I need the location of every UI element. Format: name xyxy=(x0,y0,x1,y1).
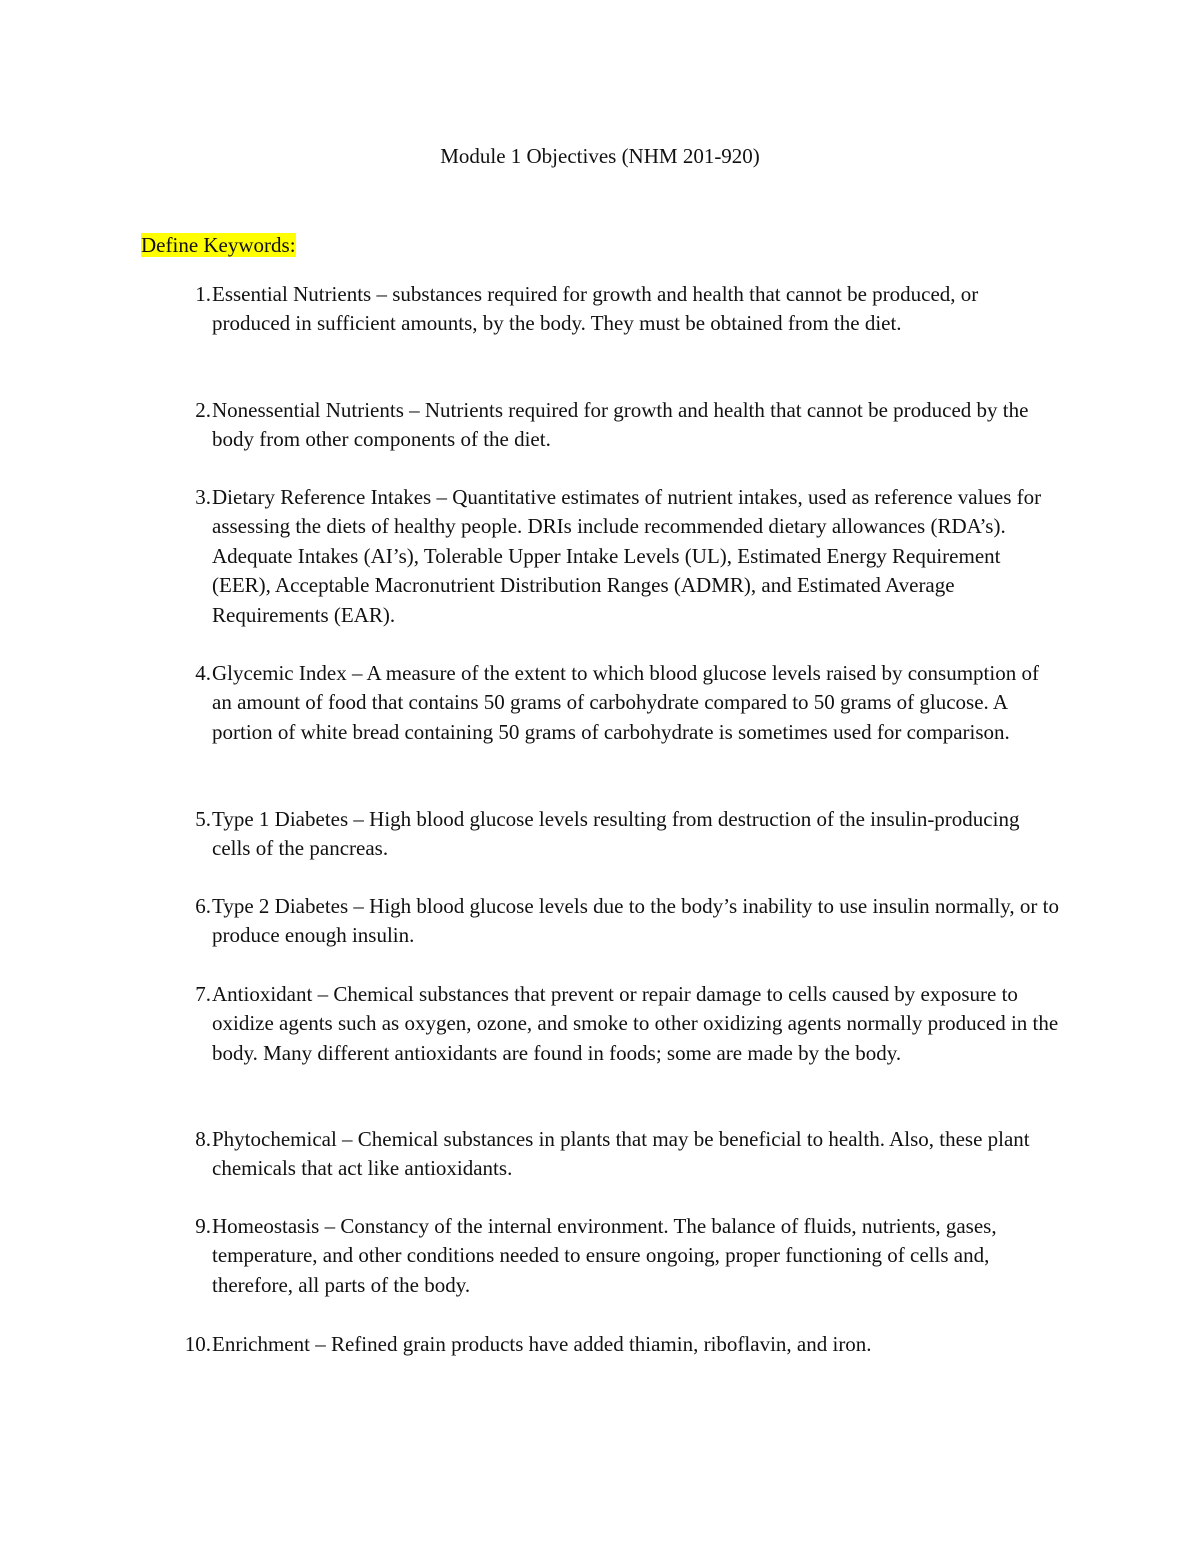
list-item-number: 6. xyxy=(195,894,211,918)
list-item-text: Type 2 Diabetes – High blood glucose levels due to the body’s inability to use insulin normally, or to produce enough insulin. xyxy=(212,894,1059,948)
list-item-number: 10. xyxy=(184,1332,211,1356)
document-title: Module 1 Objectives (NHM 201-920) xyxy=(440,144,760,168)
list-item-text: Essential Nutrients – substances required for growth and health that cannot be produced, or produced in sufficient amounts, by the body. They must be obtained from the diet. xyxy=(212,282,979,336)
list-item xyxy=(141,980,1061,1068)
list-item xyxy=(141,659,1061,747)
list-item-number: 4. xyxy=(195,661,211,685)
list-item-number: 8. xyxy=(195,1127,211,1151)
list-item-text: Dietary Reference Intakes – Quantitative estimates of nutrient intakes, used as reference values for assessing the diets of healthy people. DRIs include recommended dietary allowances (RDA’s). Adequate Intakes (AI’s), Tolerable Upper Intake Levels (UL), Estimated Energy Requirement (EER), Acceptable Macronutrient Distribution Ranges (ADMR), and Estimated Average Requirements (EAR). xyxy=(212,485,1042,627)
highlighted-heading-text: Define Keywords: xyxy=(141,233,296,257)
list-item xyxy=(141,1330,1061,1359)
list-item-text: Antioxidant – Chemical substances that prevent or repair damage to cells caused by exposure to oxidize agents such as oxygen, ozone, and smoke to other oxidizing agents normally produced in the body. Many different antioxidants are found in foods; some are made by the body. xyxy=(212,982,1059,1065)
list-item-number: 5. xyxy=(195,807,211,831)
list-item-text: Type 1 Diabetes – High blood glucose levels resulting from destruction of the insulin-producing cells of the pancreas. xyxy=(212,807,1020,861)
list-item xyxy=(141,805,1061,864)
list-item xyxy=(141,483,1061,630)
section-heading xyxy=(141,231,296,260)
list-item xyxy=(141,1212,1061,1300)
list-item-number: 3. xyxy=(195,485,211,509)
list-item-number: 9. xyxy=(195,1214,211,1238)
list-item xyxy=(141,1125,1061,1184)
list-item-text: Nonessential Nutrients – Nutrients required for growth and health that cannot be produced by the body from other components of the diet. xyxy=(212,398,1029,452)
list-item-number: 1. xyxy=(195,282,211,306)
list-item-number: 7. xyxy=(195,982,211,1006)
list-item-text: Enrichment – Refined grain products have added thiamin, riboflavin, and iron. xyxy=(212,1332,872,1356)
list-item-text: Glycemic Index – A measure of the extent to which blood glucose levels raised by consumption of an amount of food that contains 50 grams of carbohydrate compared to 50 grams of glucose. A portion of white bread containing 50 grams of carbohydrate is sometimes used for comparison. xyxy=(212,661,1039,744)
list-item-number: 2. xyxy=(195,398,211,422)
list-item-text: Phytochemical – Chemical substances in plants that may be beneficial to health. Also, these plant chemicals that act like antioxidants. xyxy=(212,1127,1030,1181)
list-item xyxy=(141,396,1061,455)
list-item xyxy=(141,280,1061,339)
list-item-text: Homeostasis – Constancy of the internal environment. The balance of fluids, nutrients, gases, temperature, and other conditions needed to ensure ongoing, proper functioning of cells and, therefore, all parts of the body. xyxy=(212,1214,997,1297)
list-item xyxy=(141,892,1061,951)
